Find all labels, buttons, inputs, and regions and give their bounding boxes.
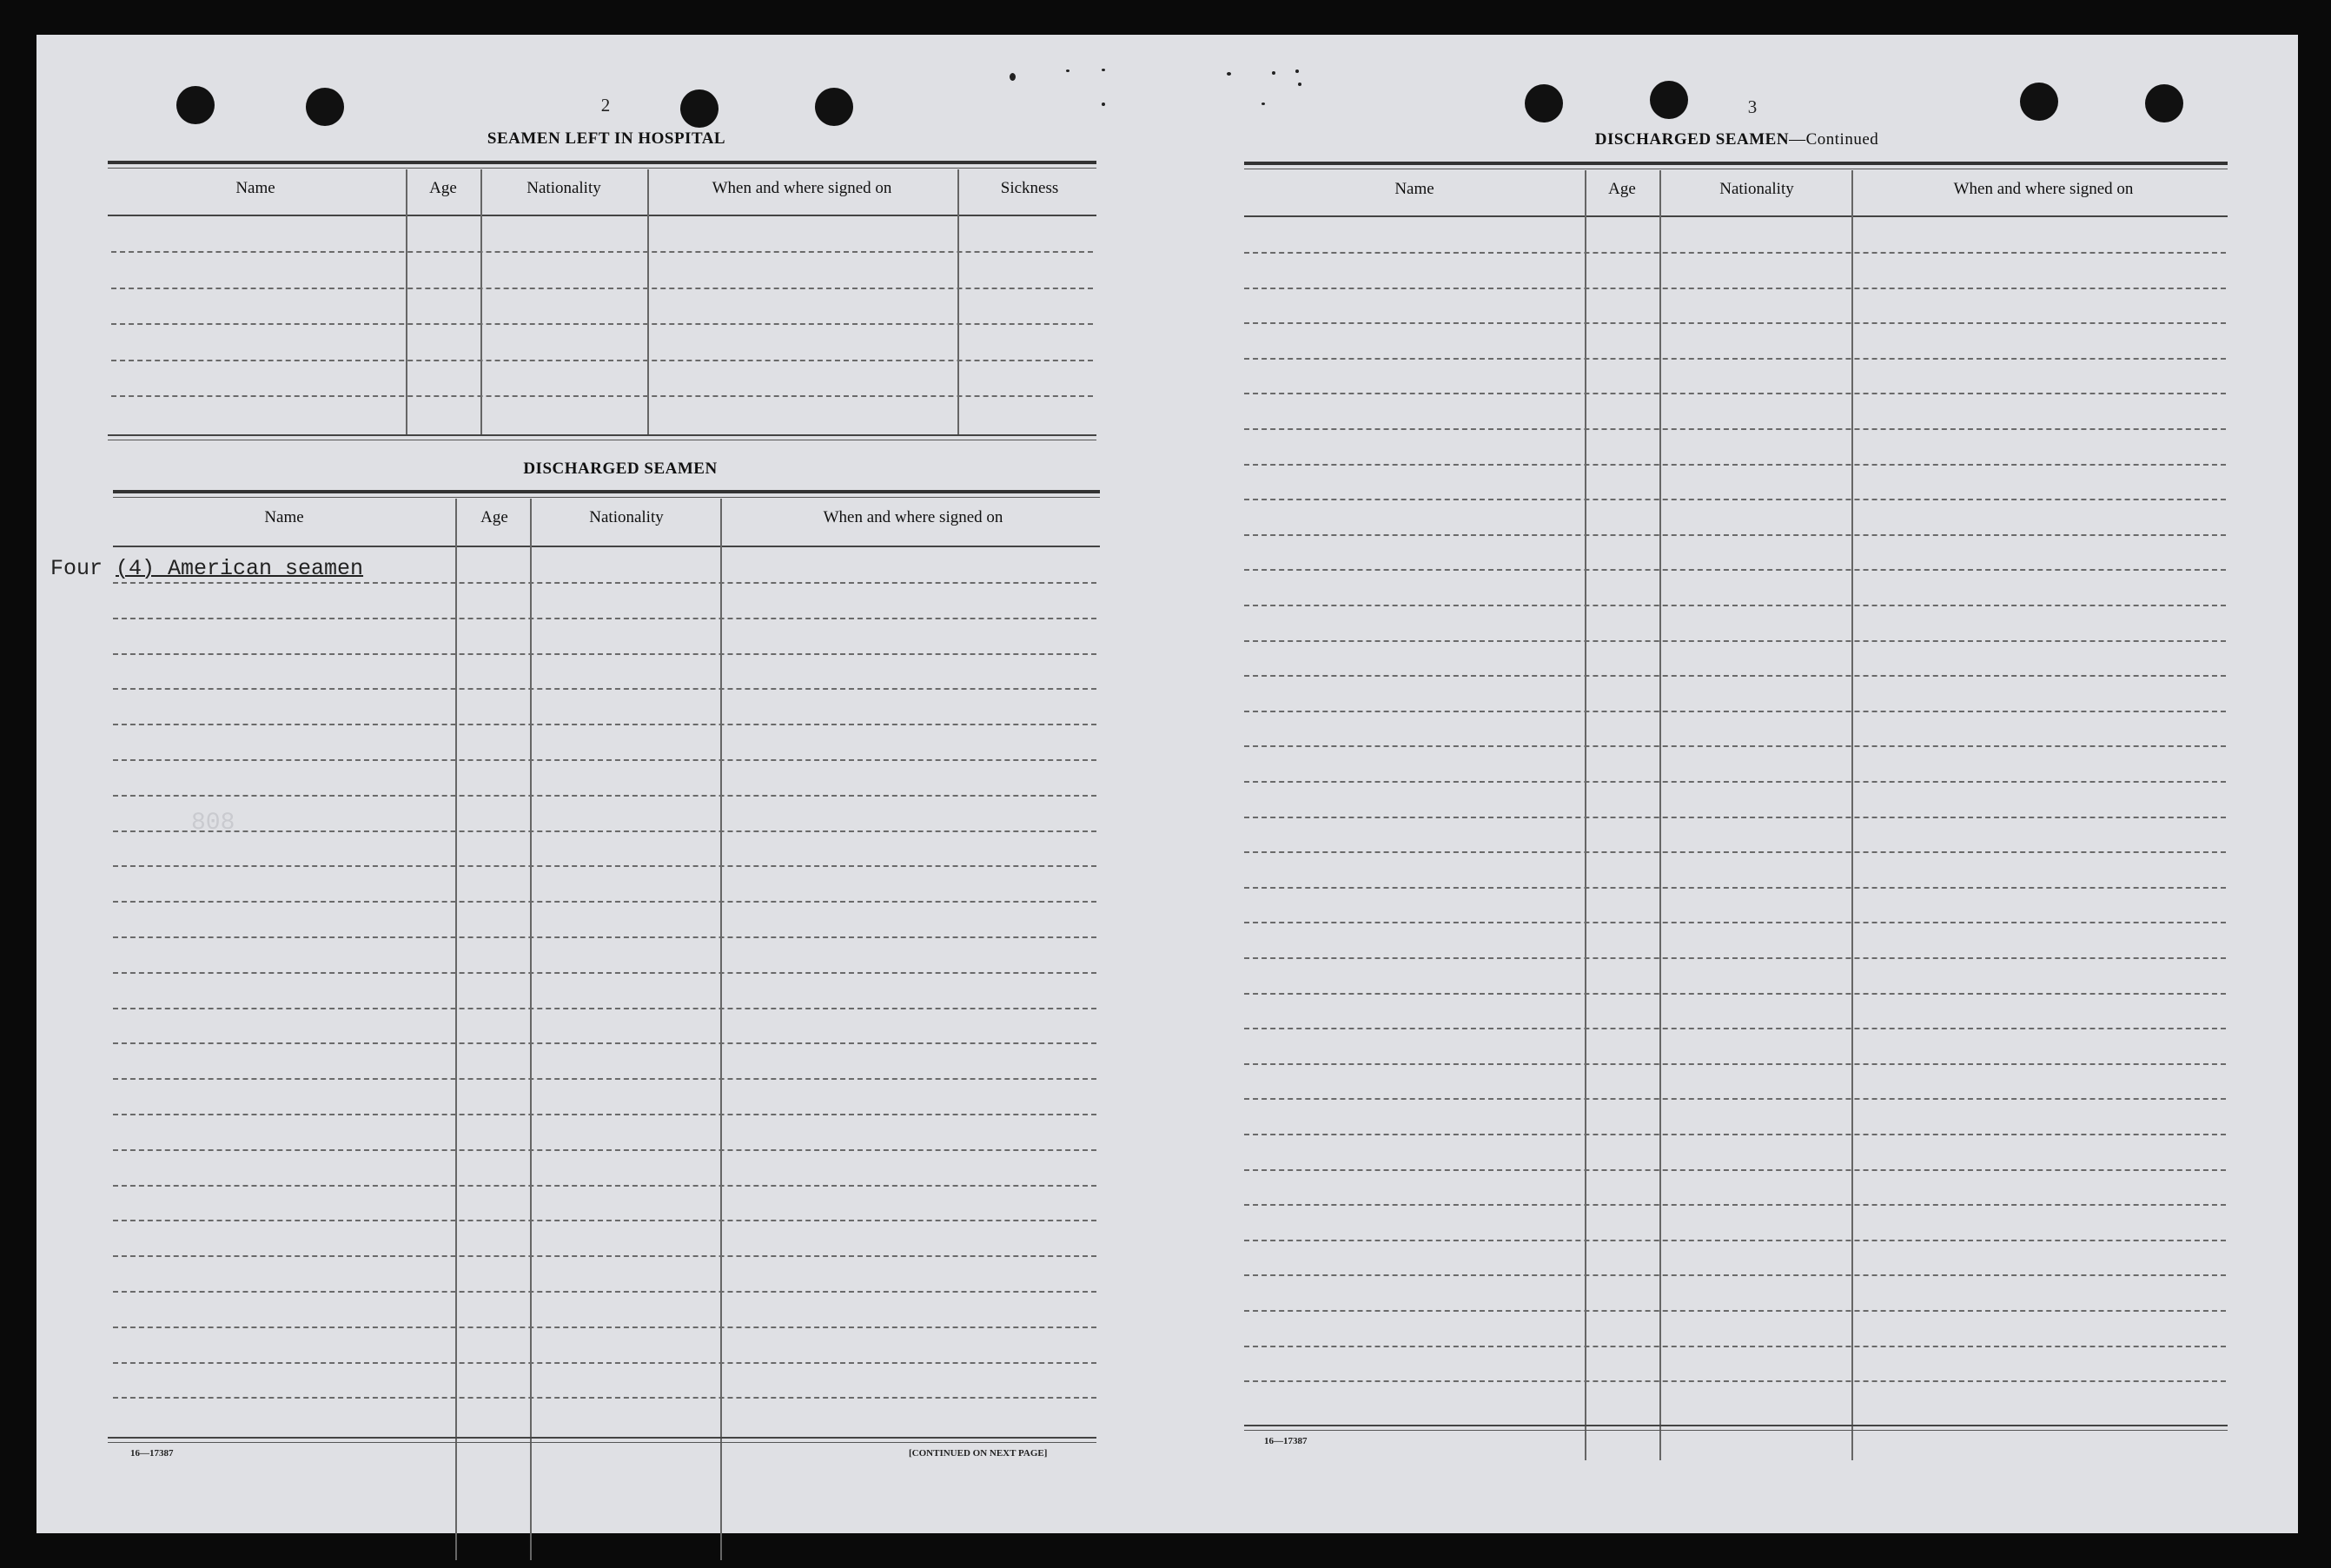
ruled-row-line <box>1244 1274 2226 1276</box>
ruled-row-line <box>1244 428 2226 430</box>
ruled-row-line <box>113 1255 1096 1257</box>
hospital-bottom-rule <box>108 434 1096 436</box>
speck <box>1102 103 1105 106</box>
ruled-row-line <box>113 865 1096 867</box>
discharged-col-name: Name <box>264 508 304 526</box>
ruled-row-line <box>111 360 1093 361</box>
speck <box>1262 103 1265 105</box>
speck <box>1272 71 1275 75</box>
ruled-row-line <box>111 288 1093 289</box>
ruled-row-line <box>1244 499 2226 500</box>
ruled-row-line <box>113 724 1096 725</box>
ruled-row-line <box>1244 957 2226 959</box>
hospital-top-rule-thin <box>108 168 1096 169</box>
ruled-row-line <box>1244 1204 2226 1206</box>
discharged-top-rule-thin <box>113 497 1100 498</box>
discharged-bottom-rule-thin <box>108 1442 1096 1443</box>
ruled-row-line <box>113 1327 1096 1328</box>
hospital-col-age: Age <box>429 179 457 197</box>
speck <box>1295 69 1299 73</box>
ruled-row-line <box>113 653 1096 655</box>
ruled-row-line <box>1244 534 2226 536</box>
ruled-row-line <box>113 1078 1096 1080</box>
ruled-row-line <box>113 1291 1096 1293</box>
ruled-row-line <box>111 251 1093 253</box>
ruled-row-line <box>113 759 1096 761</box>
hospital-col-name: Name <box>235 179 275 197</box>
ruled-row-line <box>113 618 1096 619</box>
punch-hole-3 <box>680 89 719 128</box>
discharged-col-nationality: Nationality <box>589 508 664 526</box>
right-col-divider <box>1585 170 1586 1460</box>
right-page-number: 3 <box>1747 96 1758 117</box>
right-header-rule <box>1244 215 2228 217</box>
discharged-col-divider <box>530 499 532 1560</box>
punch-hole-5 <box>1525 84 1563 122</box>
punch-hole-2 <box>306 88 344 126</box>
punch-hole-6 <box>1650 81 1688 119</box>
right-col-divider <box>1659 170 1661 1460</box>
ruled-row-line <box>113 830 1096 832</box>
speck <box>1227 72 1231 76</box>
right-section-title <box>1595 130 1879 149</box>
ruled-row-line <box>111 395 1093 397</box>
ruled-row-line <box>1244 781 2226 783</box>
hospital-col-divider <box>480 169 482 434</box>
continued-note: [CONTINUED ON NEXT PAGE] <box>909 1448 1048 1459</box>
ruled-row-line <box>113 1042 1096 1044</box>
ruled-row-line <box>1244 1134 2226 1135</box>
left-page-number: 2 <box>600 95 611 116</box>
ruled-row-line <box>1244 1169 2226 1171</box>
punch-hole-8 <box>2145 84 2183 122</box>
ruled-row-line <box>1244 569 2226 571</box>
ruled-row-line <box>1244 887 2226 889</box>
ruled-row-line <box>1244 322 2226 324</box>
speck <box>1010 73 1016 81</box>
ruled-row-line <box>113 901 1096 903</box>
ruled-row-line <box>113 1397 1096 1399</box>
hospital-col-signed-on: When and where signed on <box>712 179 892 197</box>
ruled-row-line <box>1244 745 2226 747</box>
discharged-col-age: Age <box>480 508 508 526</box>
ruled-row-line <box>113 1362 1096 1364</box>
punch-hole-4 <box>815 88 853 126</box>
ruled-row-line <box>1244 851 2226 853</box>
ruled-row-line <box>113 1220 1096 1221</box>
right-title-main: DISCHARGED SEAMEN <box>1594 130 1790 149</box>
hospital-col-divider <box>406 169 407 434</box>
discharged-col-divider <box>455 499 457 1560</box>
hospital-col-nationality: Nationality <box>526 179 601 197</box>
discharged-col-divider <box>720 499 722 1560</box>
ruled-row-line <box>1244 1063 2226 1065</box>
ruled-row-line <box>1244 711 2226 712</box>
discharged-col-signed-on: When and where signed on <box>823 508 1003 526</box>
right-form-number: 16—17387 <box>1264 1436 1308 1446</box>
right-col-signed-on: When and where signed on <box>1953 180 2134 198</box>
ruled-row-line <box>1244 817 2226 818</box>
right-title-suffix: —Continued <box>1789 130 1879 149</box>
right-col-divider <box>1851 170 1853 1460</box>
ruled-row-line <box>113 688 1096 690</box>
right-col-name: Name <box>1394 180 1434 198</box>
ruled-row-line <box>1244 922 2226 923</box>
discharged-bottom-rule <box>108 1437 1096 1439</box>
ruled-row-line <box>1244 1240 2226 1241</box>
entry-body: (4) American seamen <box>116 556 364 581</box>
ruled-row-line <box>1244 1346 2226 1347</box>
ruled-row-line <box>1244 993 2226 995</box>
hospital-col-divider <box>957 169 959 434</box>
speck <box>1298 83 1301 86</box>
hospital-col-sickness: Sickness <box>1000 179 1059 197</box>
document-page <box>36 35 2298 1533</box>
hospital-header-rule <box>108 215 1096 216</box>
ruled-row-line <box>1244 605 2226 606</box>
ruled-row-line <box>113 936 1096 938</box>
ghost-text: 808 <box>191 810 235 837</box>
ruled-row-line <box>113 582 1096 584</box>
hospital-section-title: SEAMEN LEFT IN HOSPITAL <box>487 129 726 148</box>
ruled-row-line <box>1244 1380 2226 1382</box>
discharged-entry <box>50 556 363 581</box>
ruled-row-line <box>1244 464 2226 466</box>
right-bottom-rule-thin <box>1244 1430 2228 1431</box>
discharged-top-rule <box>113 490 1100 493</box>
ruled-row-line <box>113 972 1096 974</box>
hospital-top-rule <box>108 161 1096 164</box>
ruled-row-line <box>1244 1310 2226 1312</box>
punch-hole-1 <box>176 86 215 124</box>
ruled-row-line <box>113 1149 1096 1151</box>
ruled-row-line <box>1244 252 2226 254</box>
punch-hole-7 <box>2020 83 2058 121</box>
speck <box>1066 69 1069 72</box>
right-col-nationality: Nationality <box>1719 180 1794 198</box>
right-top-rule <box>1244 162 2228 165</box>
left-form-number: 16—17387 <box>130 1448 174 1459</box>
ruled-row-line <box>1244 675 2226 677</box>
right-col-age: Age <box>1608 180 1636 198</box>
ruled-row-line <box>1244 640 2226 642</box>
entry-prefix: Four <box>50 556 116 581</box>
ruled-row-line <box>1244 393 2226 394</box>
ruled-row-line <box>113 1185 1096 1187</box>
ruled-row-line <box>113 1114 1096 1115</box>
ruled-row-line <box>1244 288 2226 289</box>
discharged-section-title: DISCHARGED SEAMEN <box>523 460 718 478</box>
ruled-row-line <box>113 1008 1096 1009</box>
ruled-row-line <box>111 323 1093 325</box>
ruled-row-line <box>1244 358 2226 360</box>
speck <box>1102 69 1105 71</box>
ruled-row-line <box>1244 1098 2226 1100</box>
right-bottom-rule <box>1244 1425 2228 1426</box>
discharged-header-rule <box>113 546 1100 547</box>
hospital-col-divider <box>647 169 649 434</box>
ruled-row-line <box>1244 1028 2226 1029</box>
ruled-row-line <box>113 795 1096 797</box>
